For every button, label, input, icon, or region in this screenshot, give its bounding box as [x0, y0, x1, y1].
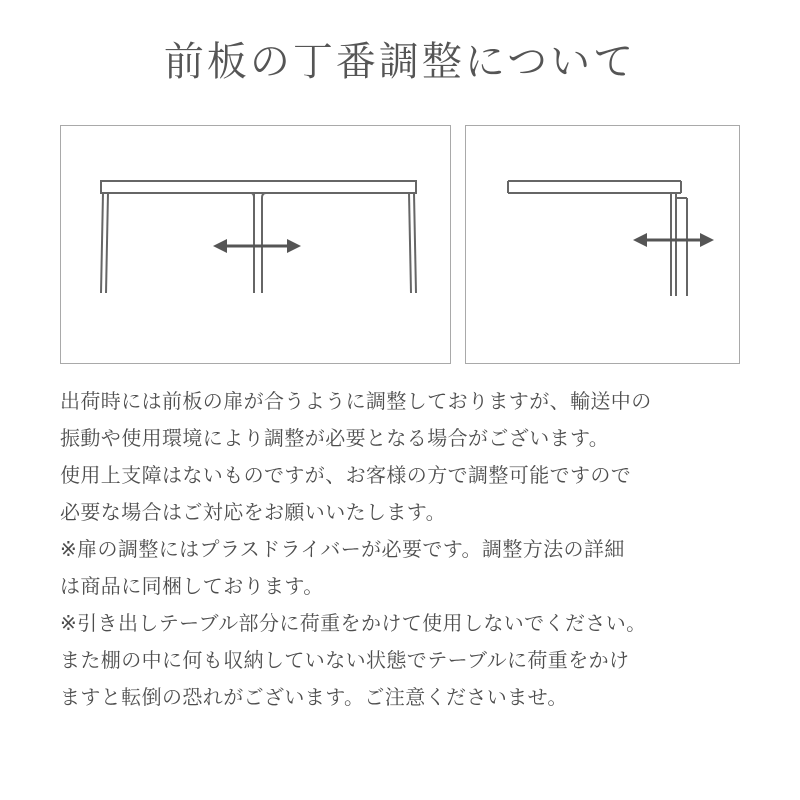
- right-side-panel-inner: [409, 193, 411, 293]
- note-line: ※扉の調整にはプラスドライバーが必要です。調整方法の詳細: [60, 537, 625, 561]
- notice-line: 使用上支障はないものですが、お客様の方で調整可能ですので: [60, 463, 632, 487]
- page-title: 前板の丁番調整について: [163, 39, 637, 85]
- front-view-illustration: [60, 125, 451, 364]
- table-top: [101, 181, 416, 193]
- front-view-drawing: [61, 126, 452, 365]
- right-side-panel: [414, 193, 416, 293]
- warning-line: また棚の中に何も収納していない状態でテーブルに荷重をかけ: [60, 648, 630, 672]
- note-line: は商品に同梱しております。: [60, 574, 324, 598]
- warning-line: ますと転倒の恐れがございます。ご注意くださいませ。: [60, 685, 568, 709]
- adjust-arrow-icon: [213, 239, 301, 253]
- notice-text: [60, 383, 750, 716]
- notice-line: 振動や使用環境により調整が必要となる場合がございます。: [60, 426, 610, 450]
- notice-line: 必要な場合はご対応をお願いいたします。: [60, 500, 446, 524]
- warning-line: ※引き出しテーブル部分に荷重をかけて使用しないでください。: [60, 611, 647, 635]
- left-side-panel: [101, 193, 103, 293]
- adjust-arrow-icon: [633, 233, 714, 247]
- side-view-drawing: [466, 126, 741, 365]
- right-door-corner: [262, 193, 266, 198]
- left-door-corner: [251, 193, 254, 198]
- side-view-illustration: [465, 125, 740, 364]
- notice-line: 出荷時には前板の扉が合うように調整しておりますが、輸送中の: [60, 389, 652, 413]
- left-side-panel-inner: [106, 193, 108, 293]
